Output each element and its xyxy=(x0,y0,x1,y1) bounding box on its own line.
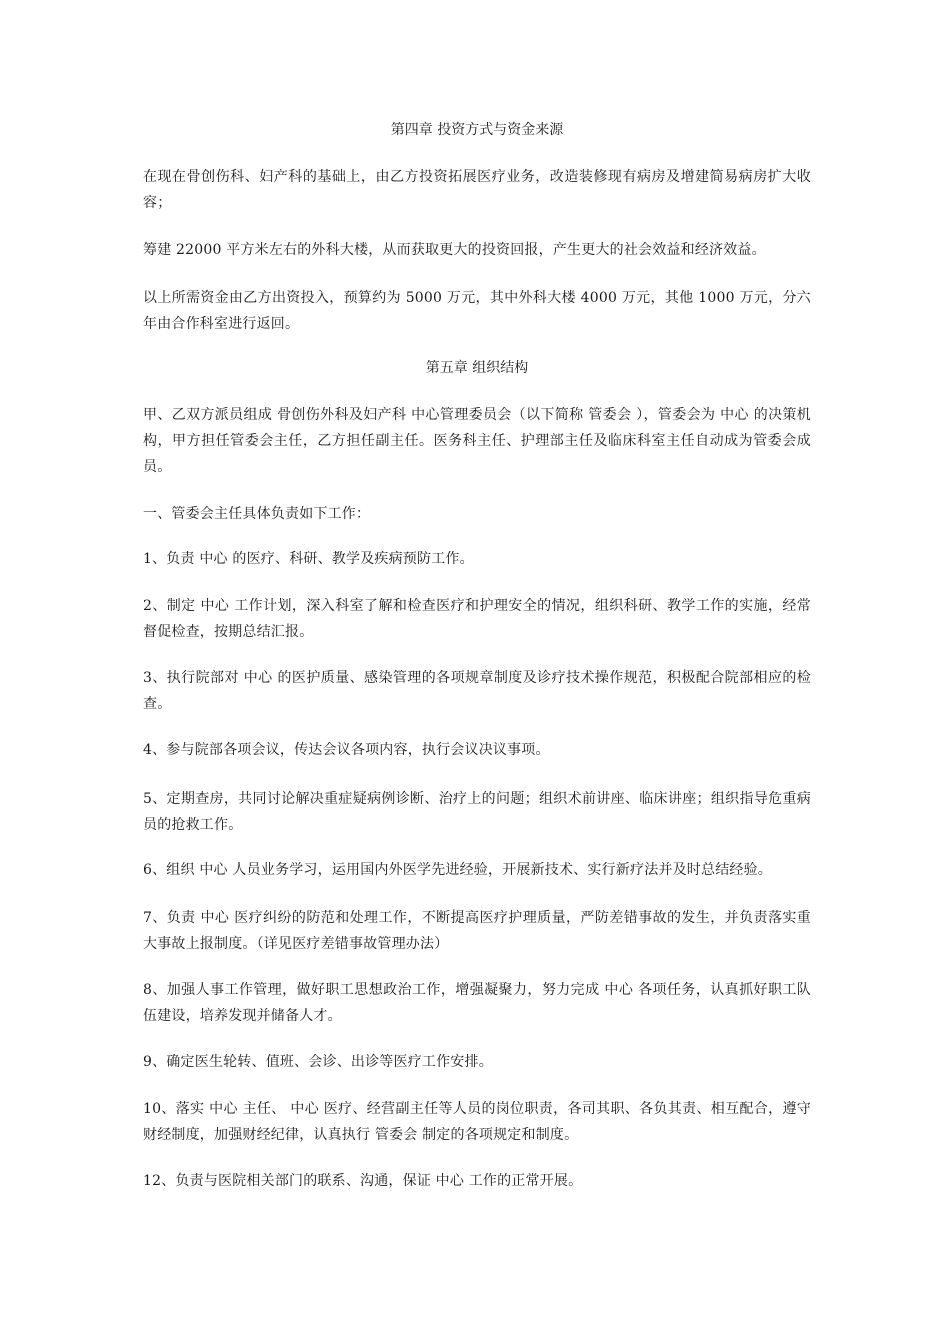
chapter-5-title: 第五章 组织结构 xyxy=(425,360,529,376)
list-item: 7、负责 中心 医疗纠纷的防范和处理工作，不断提高医疗护理质量，严防差错事故的发生，并负责落实重大事故上报制度。（详见医疗差错事故管理办法） xyxy=(143,910,811,952)
list-item: 4、参与院部各项会议，传达会议各项内容，执行会议决议事项。 xyxy=(143,742,550,758)
chapter-4-title: 第四章 投资方式与资金来源 xyxy=(390,122,564,138)
list-item: 6、组织 中心 人员业务学习，运用国内外医学先进经验，开展新技术、实行新疗法并及时总结经验。 xyxy=(143,862,773,878)
list-item: 2、制定 中心 工作计划，深入科室了解和检查医疗和护理安全的情况，组织科研、教学工作的实施，经常督促检查，按期总结汇报。 xyxy=(143,598,811,640)
list-item: 8、加强人事工作管理，做好职工思想政治工作，增强凝聚力，努力完成 中心 各项任务，认真抓好职工队伍建设，培养发现并储备人才。 xyxy=(143,982,811,1024)
list-item: 5、定期查房，共同讨论解决重症疑病例诊断、治疗上的问题；组织术前讲座、临床讲座；组织指导危重病员的抢救工作。 xyxy=(143,791,811,833)
list-item: 12、负责与医院相关部门的联系、沟通，保证 中心 工作的正常开展。 xyxy=(143,1173,583,1189)
list-item: 1、负责 中心 的医疗、科研、教学及疾病预防工作。 xyxy=(143,551,474,567)
section-1-title: 一、管委会主任具体负责如下工作： xyxy=(143,506,371,522)
chapter-4-paragraph-2: 筹建 22000 平方米左右的外科大楼，从而获取更大的投资回报，产生更大的社会效益和经济效益。 xyxy=(143,242,766,258)
list-item: 3、执行院部对 中心 的医护质量、感染管理的各项规章制度及诊疗技术操作规范，积极配合院部相应的检查。 xyxy=(143,670,811,712)
chapter-4-paragraph-3: 以上所需资金由乙方出资投入，预算约为 5000 万元，其中外科大楼 4000 万元，其他 1000 万元，分六年由合作科室进行返回。 xyxy=(143,290,811,332)
chapter-4-paragraph-1: 在现在骨创伤科、妇产科的基础上，由乙方投资拓展医疗业务，改造装修现有病房及增建简易病房扩大收容； xyxy=(143,169,811,211)
list-item: 10、落实 中心 主任、 中心 医疗、经营副主任等人员的岗位职责，各司其职、各负其责、相互配合，遵守财经制度，加强财经纪律，认真执行 管委会 制定的各项规定和制度。 xyxy=(143,1101,811,1143)
chapter-5-intro: 甲、乙双方派员组成 骨创伤外科及妇产科 中心管理委员会（以下简称 管委会 ），管委会为 中心 的决策机构，甲方担任管委会主任，乙方担任副主任。医务科主任、护理部主任及临床科室主任自动成为管委会成员。 xyxy=(143,407,811,475)
list-item: 9、确定医生轮转、值班、会诊、出诊等医疗工作安排。 xyxy=(143,1054,493,1070)
